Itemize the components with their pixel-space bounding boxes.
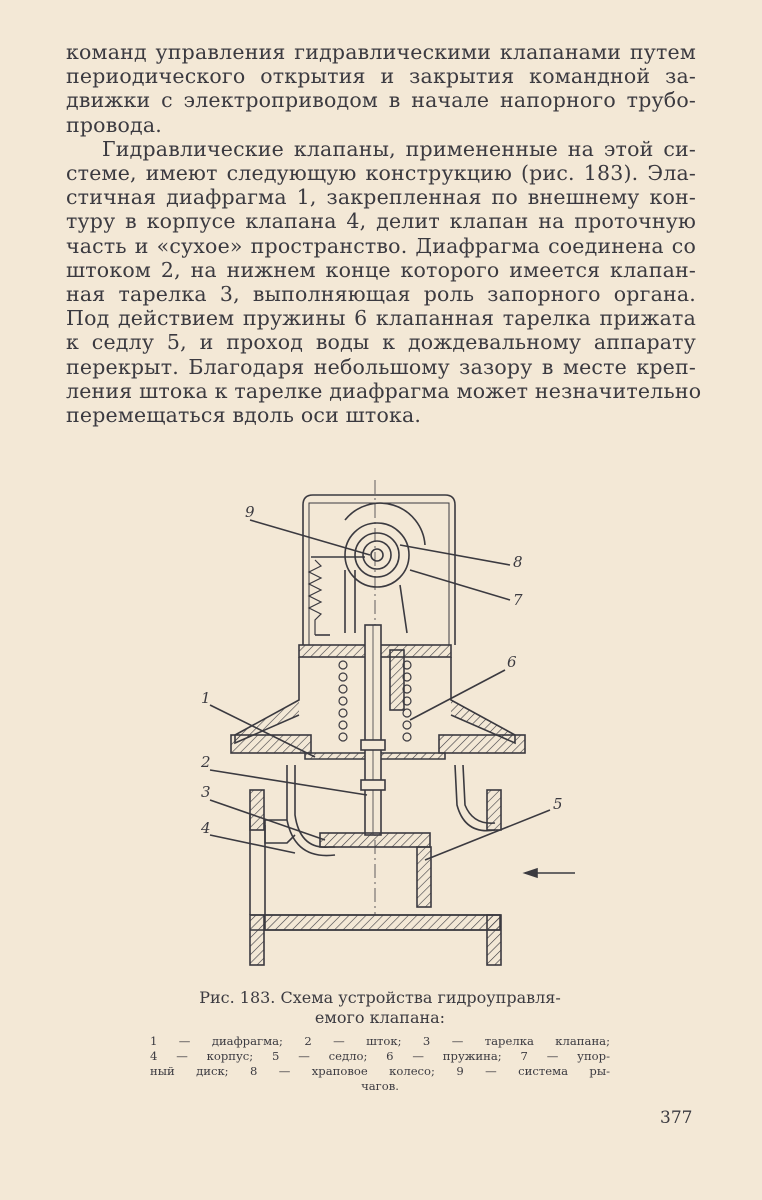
text-line: ная тарелка 3, выполняющая роль запорного органа. — [66, 282, 696, 307]
paragraph-2 — [66, 136, 702, 428]
label-4: 4 — [201, 819, 211, 837]
valve-seat — [417, 847, 431, 907]
page-number: 377 — [660, 1108, 693, 1128]
paragraph-1 — [66, 40, 696, 137]
valve-disc — [320, 833, 430, 847]
legend-line: чагов. — [361, 1079, 399, 1093]
text-line: периодического открытия и закрытия командной за- — [66, 64, 696, 89]
legend-line: 4 — корпус; 5 — седло; 6 — пружина; 7 — упор- — [150, 1049, 610, 1063]
valve-diagram — [195, 475, 595, 985]
text-line: ления штока к тарелке диафрагма может незначительно — [66, 378, 702, 403]
label-1: 1 — [201, 689, 211, 707]
diaphragm-flange-right — [439, 735, 525, 753]
text-line: штоком 2, на нижнем конце которого имеется клапан- — [66, 257, 696, 282]
label-7: 7 — [513, 591, 523, 609]
right-flange-bottom — [487, 915, 501, 965]
lever-spring — [309, 560, 321, 635]
right-flange-top — [487, 790, 501, 830]
text-line: провода. — [66, 112, 162, 137]
top-bracket — [303, 495, 455, 645]
label-8: 8 — [513, 553, 523, 571]
label-3: 3 — [201, 783, 211, 801]
legend-line: ный диск; 8 — храповое колесо; 9 — система ры- — [150, 1064, 610, 1078]
body-text — [66, 40, 702, 428]
label-9: 9 — [245, 503, 255, 521]
text-line: к седлу 5, и проход воды к дождевальному аппарату — [66, 330, 696, 355]
valve-drawing — [195, 475, 595, 985]
caption-legend — [150, 1034, 610, 1094]
text-line: перекрыт. Благодаря небольшому зазору в месте креп- — [66, 354, 696, 379]
text-line: движки с электроприводом в начале напорного трубо- — [66, 88, 696, 113]
left-flange-top — [250, 790, 264, 830]
text-line: стичная диафрагма 1, закрепленная по внешнему кон- — [66, 185, 696, 210]
label-6: 6 — [507, 653, 517, 671]
text-line: команд управления гидравлическими клапанами путем — [66, 40, 696, 64]
caption-title-line-2: емого клапана: — [314, 1008, 446, 1027]
text-line: туру в корпусе клапана 4, делит клапан на проточную — [66, 209, 696, 234]
text-line: часть и «сухое» пространство. Диафрагма соединена со — [66, 233, 696, 258]
diaphragm-flange-left — [231, 735, 311, 753]
text-line: Гидравлические клапаны, примененные на этой си- — [102, 136, 696, 161]
text-line: стеме, имеют следующую конструкцию (рис. 183). Эла- — [66, 161, 696, 186]
label-2: 2 — [201, 753, 211, 771]
text-line: перемещаться вдоль оси штока. — [66, 403, 422, 428]
legend-line: 1 — диафрагма; 2 — шток; 3 — тарелка клапана; — [150, 1034, 610, 1048]
figure-caption — [150, 988, 610, 1094]
text-line: Под действием пружины 6 клапанная тарелка прижата — [66, 306, 696, 331]
caption-title-line-1: Рис. 183. Схема устройства гидроуправля- — [199, 988, 561, 1007]
label-5: 5 — [553, 795, 563, 813]
left-flange-bottom — [250, 915, 264, 965]
